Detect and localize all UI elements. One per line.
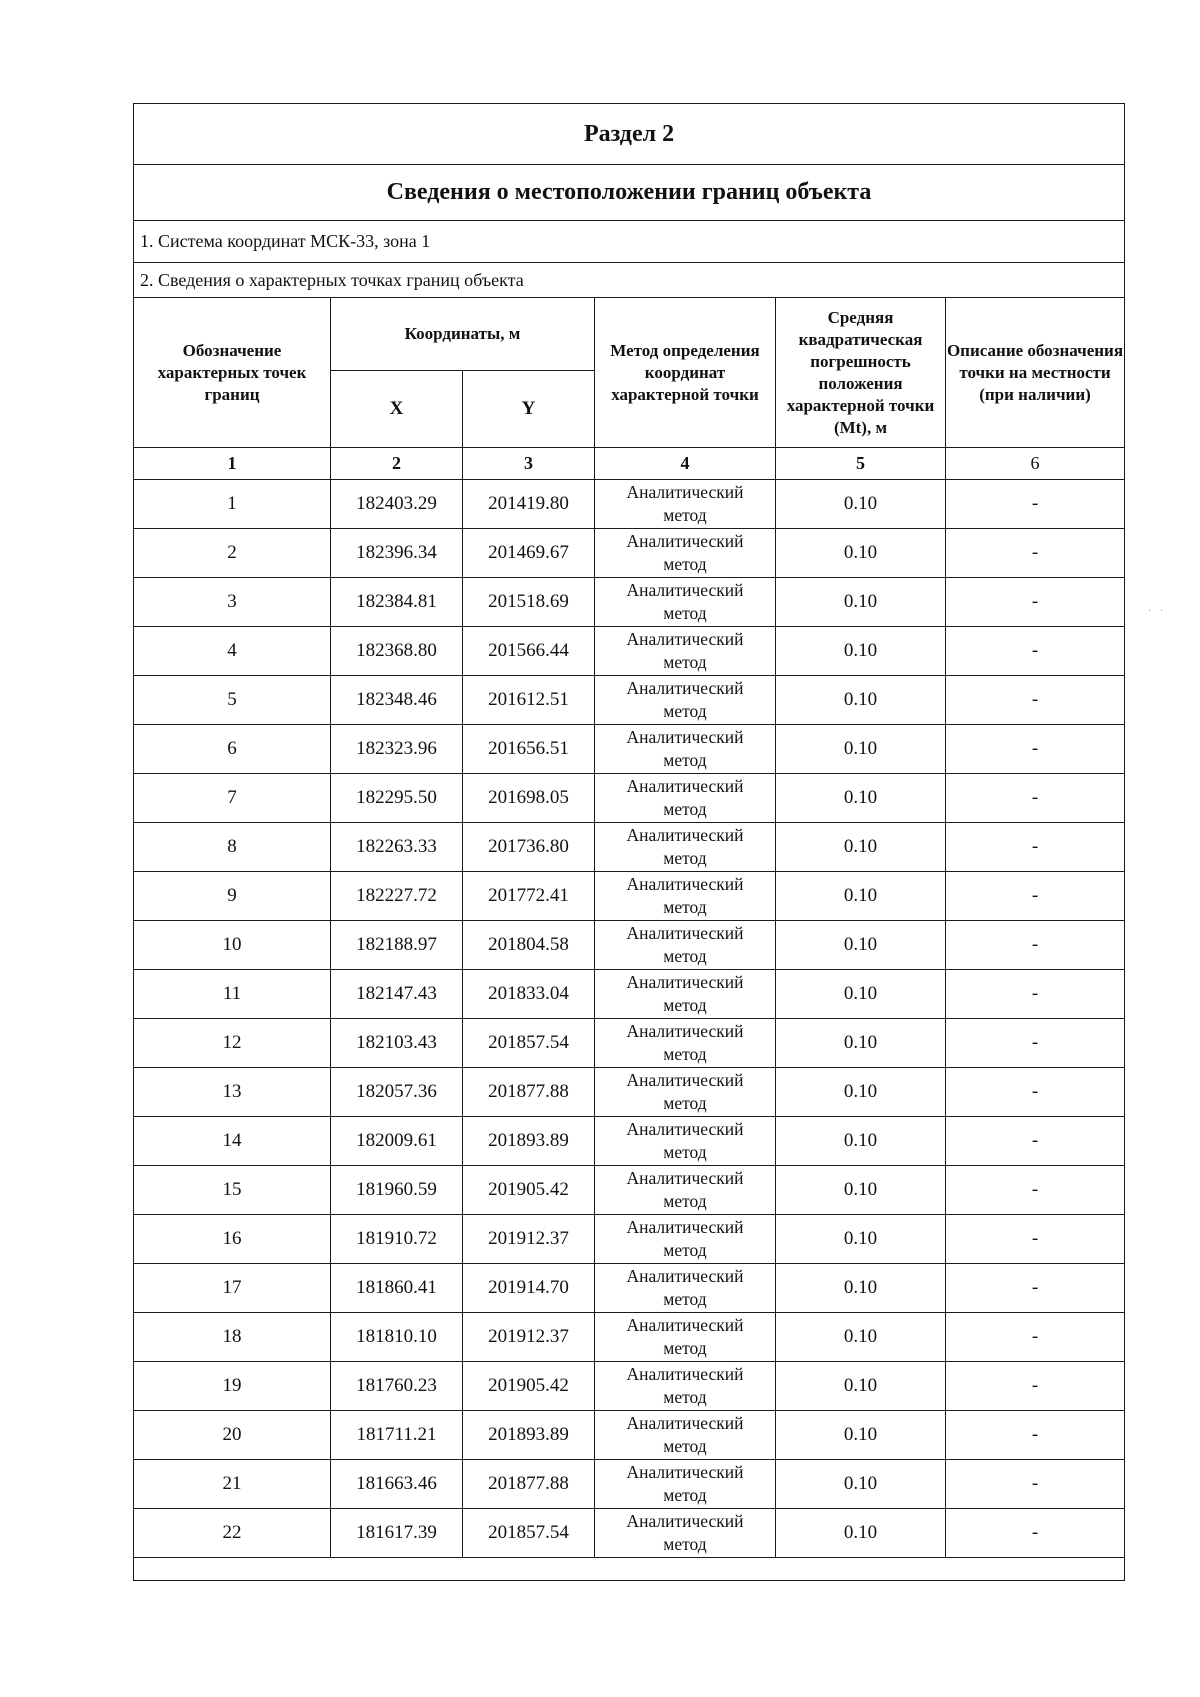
error-value: 0.10 <box>776 480 946 529</box>
point-number: 17 <box>134 1264 331 1313</box>
point-number: 3 <box>134 578 331 627</box>
point-number: 9 <box>134 872 331 921</box>
method-line-1: Аналитический <box>626 1119 744 1139</box>
coord-y: 201877.88 <box>463 1068 595 1117</box>
coord-y: 201469.67 <box>463 529 595 578</box>
coord-y: 201419.80 <box>463 480 595 529</box>
method-line-2: метод <box>663 1191 707 1211</box>
table-row <box>134 1117 1125 1166</box>
method <box>595 1166 776 1215</box>
method-line-2: метод <box>663 1338 707 1358</box>
coord-x: 182396.34 <box>331 529 463 578</box>
table-row <box>134 1460 1125 1509</box>
point-number: 18 <box>134 1313 331 1362</box>
method-line-2: метод <box>663 1485 707 1505</box>
point-number: 1 <box>134 480 331 529</box>
coord-y: 201857.54 <box>463 1019 595 1068</box>
coord-x: 181663.46 <box>331 1460 463 1509</box>
error-value: 0.10 <box>776 1411 946 1460</box>
point-number: 22 <box>134 1509 331 1558</box>
coord-y: 201912.37 <box>463 1215 595 1264</box>
error-value: 0.10 <box>776 725 946 774</box>
method-line-2: метод <box>663 603 707 623</box>
method-line-2: метод <box>663 799 707 819</box>
column-number: 4 <box>595 448 776 480</box>
table-row <box>134 970 1125 1019</box>
point-number: 2 <box>134 529 331 578</box>
header-coordinates: Координаты, м <box>331 298 595 371</box>
method-line-2: метод <box>663 946 707 966</box>
method-line-2: метод <box>663 1436 707 1456</box>
table-row <box>134 1019 1125 1068</box>
error-value: 0.10 <box>776 1215 946 1264</box>
coord-y: 201698.05 <box>463 774 595 823</box>
error-value: 0.10 <box>776 676 946 725</box>
point-number: 4 <box>134 627 331 676</box>
column-number: 5 <box>776 448 946 480</box>
description: - <box>946 823 1125 872</box>
table-row <box>134 823 1125 872</box>
method <box>595 1460 776 1509</box>
header-error: Средняя квадратическая погрешность положения характерной точки (Mt), м <box>776 298 946 448</box>
method-line-1: Аналитический <box>626 1315 744 1335</box>
table-row <box>134 1411 1125 1460</box>
method-line-2: метод <box>663 1387 707 1407</box>
table-row <box>134 1068 1125 1117</box>
method-line-2: метод <box>663 897 707 917</box>
description: - <box>946 1411 1125 1460</box>
coord-x: 181860.41 <box>331 1264 463 1313</box>
point-number: 7 <box>134 774 331 823</box>
method-line-2: метод <box>663 1534 707 1554</box>
coord-y: 201877.88 <box>463 1460 595 1509</box>
method <box>595 1509 776 1558</box>
method-line-2: метод <box>663 1289 707 1309</box>
method-line-2: метод <box>663 995 707 1015</box>
description: - <box>946 1509 1125 1558</box>
error-value: 0.10 <box>776 529 946 578</box>
description: - <box>946 921 1125 970</box>
header-y: Y <box>463 371 595 448</box>
method-line-1: Аналитический <box>626 1511 744 1531</box>
method <box>595 1264 776 1313</box>
coord-x: 181960.59 <box>331 1166 463 1215</box>
point-number: 16 <box>134 1215 331 1264</box>
boundary-points-table <box>133 103 1125 1581</box>
description: - <box>946 529 1125 578</box>
header-designation: Обозначение характерных точек границ <box>134 298 331 448</box>
table-row <box>134 921 1125 970</box>
coord-y: 201804.58 <box>463 921 595 970</box>
coord-y: 201905.42 <box>463 1166 595 1215</box>
description: - <box>946 1117 1125 1166</box>
description: - <box>946 1362 1125 1411</box>
coord-y: 201912.37 <box>463 1313 595 1362</box>
error-value: 0.10 <box>776 1019 946 1068</box>
method <box>595 578 776 627</box>
error-value: 0.10 <box>776 1460 946 1509</box>
coord-x: 181910.72 <box>331 1215 463 1264</box>
error-value: 0.10 <box>776 578 946 627</box>
point-number: 6 <box>134 725 331 774</box>
coord-y: 201893.89 <box>463 1411 595 1460</box>
column-number: 2 <box>331 448 463 480</box>
method-line-1: Аналитический <box>626 1364 744 1384</box>
method-line-2: метод <box>663 652 707 672</box>
table-row <box>134 725 1125 774</box>
method <box>595 823 776 872</box>
method <box>595 725 776 774</box>
error-value: 0.10 <box>776 1313 946 1362</box>
method-line-2: метод <box>663 848 707 868</box>
description: - <box>946 627 1125 676</box>
points-heading: 2. Сведения о характерных точках границ объекта <box>134 263 1125 298</box>
coord-y: 201518.69 <box>463 578 595 627</box>
point-number: 5 <box>134 676 331 725</box>
description: - <box>946 1166 1125 1215</box>
coord-y: 201857.54 <box>463 1509 595 1558</box>
method <box>595 1313 776 1362</box>
point-number: 11 <box>134 970 331 1019</box>
method-line-1: Аналитический <box>626 1070 744 1090</box>
description: - <box>946 1019 1125 1068</box>
description: - <box>946 774 1125 823</box>
method-line-1: Аналитический <box>626 1266 744 1286</box>
method-line-1: Аналитический <box>626 923 744 943</box>
method-line-2: метод <box>663 750 707 770</box>
method-line-1: Аналитический <box>626 678 744 698</box>
table-row <box>134 1313 1125 1362</box>
point-number: 8 <box>134 823 331 872</box>
method-line-1: Аналитический <box>626 1413 744 1433</box>
method <box>595 1068 776 1117</box>
method <box>595 872 776 921</box>
table-row <box>134 529 1125 578</box>
table-row <box>134 1264 1125 1313</box>
description: - <box>946 1068 1125 1117</box>
error-value: 0.10 <box>776 1264 946 1313</box>
coord-x: 182188.97 <box>331 921 463 970</box>
column-number: 3 <box>463 448 595 480</box>
method <box>595 1019 776 1068</box>
error-value: 0.10 <box>776 1068 946 1117</box>
error-value: 0.10 <box>776 970 946 1019</box>
coord-y: 201833.04 <box>463 970 595 1019</box>
coord-y: 201914.70 <box>463 1264 595 1313</box>
point-number: 10 <box>134 921 331 970</box>
method-line-1: Аналитический <box>626 1462 744 1482</box>
method <box>595 1411 776 1460</box>
table-row <box>134 872 1125 921</box>
header-description: Описание обозначения точки на местности (при наличии) <box>946 298 1125 448</box>
method-line-1: Аналитический <box>626 580 744 600</box>
method-line-1: Аналитический <box>626 1168 744 1188</box>
method-line-2: метод <box>663 1142 707 1162</box>
coord-y: 201566.44 <box>463 627 595 676</box>
method-line-2: метод <box>663 1240 707 1260</box>
description: - <box>946 872 1125 921</box>
error-value: 0.10 <box>776 872 946 921</box>
method-line-2: метод <box>663 1093 707 1113</box>
method <box>595 1362 776 1411</box>
method-line-1: Аналитический <box>626 482 744 502</box>
point-number: 12 <box>134 1019 331 1068</box>
method-line-1: Аналитический <box>626 727 744 747</box>
table-row <box>134 774 1125 823</box>
coord-x: 181760.23 <box>331 1362 463 1411</box>
method <box>595 1215 776 1264</box>
method <box>595 921 776 970</box>
margin-mark: · · <box>1148 606 1167 617</box>
coordinate-system: 1. Система координат МСК-33, зона 1 <box>134 221 1125 263</box>
coord-y: 201656.51 <box>463 725 595 774</box>
coord-x: 182403.29 <box>331 480 463 529</box>
coord-y: 201772.41 <box>463 872 595 921</box>
coord-x: 181810.10 <box>331 1313 463 1362</box>
method <box>595 1117 776 1166</box>
table-row <box>134 1362 1125 1411</box>
point-number: 15 <box>134 1166 331 1215</box>
coord-x: 182348.46 <box>331 676 463 725</box>
error-value: 0.10 <box>776 627 946 676</box>
method-line-1: Аналитический <box>626 776 744 796</box>
header-method: Метод определения координат характерной точки <box>595 298 776 448</box>
point-number: 13 <box>134 1068 331 1117</box>
coord-x: 182263.33 <box>331 823 463 872</box>
table-row <box>134 480 1125 529</box>
description: - <box>946 578 1125 627</box>
error-value: 0.10 <box>776 1117 946 1166</box>
coord-x: 181617.39 <box>331 1509 463 1558</box>
section-title: Раздел 2 <box>134 104 1125 165</box>
method <box>595 676 776 725</box>
section-subtitle: Сведения о местоположении границ объекта <box>134 165 1125 221</box>
method <box>595 774 776 823</box>
coord-y: 201612.51 <box>463 676 595 725</box>
method <box>595 627 776 676</box>
description: - <box>946 1264 1125 1313</box>
point-number: 20 <box>134 1411 331 1460</box>
method-line-1: Аналитический <box>626 972 744 992</box>
error-value: 0.10 <box>776 1166 946 1215</box>
description: - <box>946 676 1125 725</box>
table-row <box>134 1215 1125 1264</box>
coord-x: 182009.61 <box>331 1117 463 1166</box>
description: - <box>946 1313 1125 1362</box>
coord-x: 182147.43 <box>331 970 463 1019</box>
coord-x: 182295.50 <box>331 774 463 823</box>
point-number: 14 <box>134 1117 331 1166</box>
method-line-1: Аналитический <box>626 1021 744 1041</box>
coord-x: 182227.72 <box>331 872 463 921</box>
coord-y: 201905.42 <box>463 1362 595 1411</box>
coord-x: 182057.36 <box>331 1068 463 1117</box>
method <box>595 480 776 529</box>
method-line-1: Аналитический <box>626 531 744 551</box>
coord-x: 181711.21 <box>331 1411 463 1460</box>
method-line-1: Аналитический <box>626 1217 744 1237</box>
error-value: 0.10 <box>776 1509 946 1558</box>
table-row <box>134 1166 1125 1215</box>
description: - <box>946 480 1125 529</box>
error-value: 0.10 <box>776 774 946 823</box>
coord-y: 201893.89 <box>463 1117 595 1166</box>
table-row <box>134 627 1125 676</box>
table-row <box>134 1509 1125 1558</box>
coord-x: 182368.80 <box>331 627 463 676</box>
point-number: 21 <box>134 1460 331 1509</box>
table-row <box>134 676 1125 725</box>
method <box>595 970 776 1019</box>
method-line-2: метод <box>663 701 707 721</box>
method-line-1: Аналитический <box>626 825 744 845</box>
method <box>595 529 776 578</box>
coord-x: 182103.43 <box>331 1019 463 1068</box>
table-row <box>134 578 1125 627</box>
coord-x: 182384.81 <box>331 578 463 627</box>
method-line-2: метод <box>663 505 707 525</box>
coord-x: 182323.96 <box>331 725 463 774</box>
header-x: X <box>331 371 463 448</box>
description: - <box>946 725 1125 774</box>
description: - <box>946 1215 1125 1264</box>
method-line-1: Аналитический <box>626 629 744 649</box>
error-value: 0.10 <box>776 1362 946 1411</box>
method-line-1: Аналитический <box>626 874 744 894</box>
method-line-2: метод <box>663 1044 707 1064</box>
point-number: 19 <box>134 1362 331 1411</box>
empty-footer-row <box>134 1558 1125 1581</box>
error-value: 0.10 <box>776 921 946 970</box>
description: - <box>946 970 1125 1019</box>
coord-y: 201736.80 <box>463 823 595 872</box>
error-value: 0.10 <box>776 823 946 872</box>
method-line-2: метод <box>663 554 707 574</box>
description: - <box>946 1460 1125 1509</box>
column-number: 1 <box>134 448 331 480</box>
column-number: 6 <box>946 448 1125 480</box>
